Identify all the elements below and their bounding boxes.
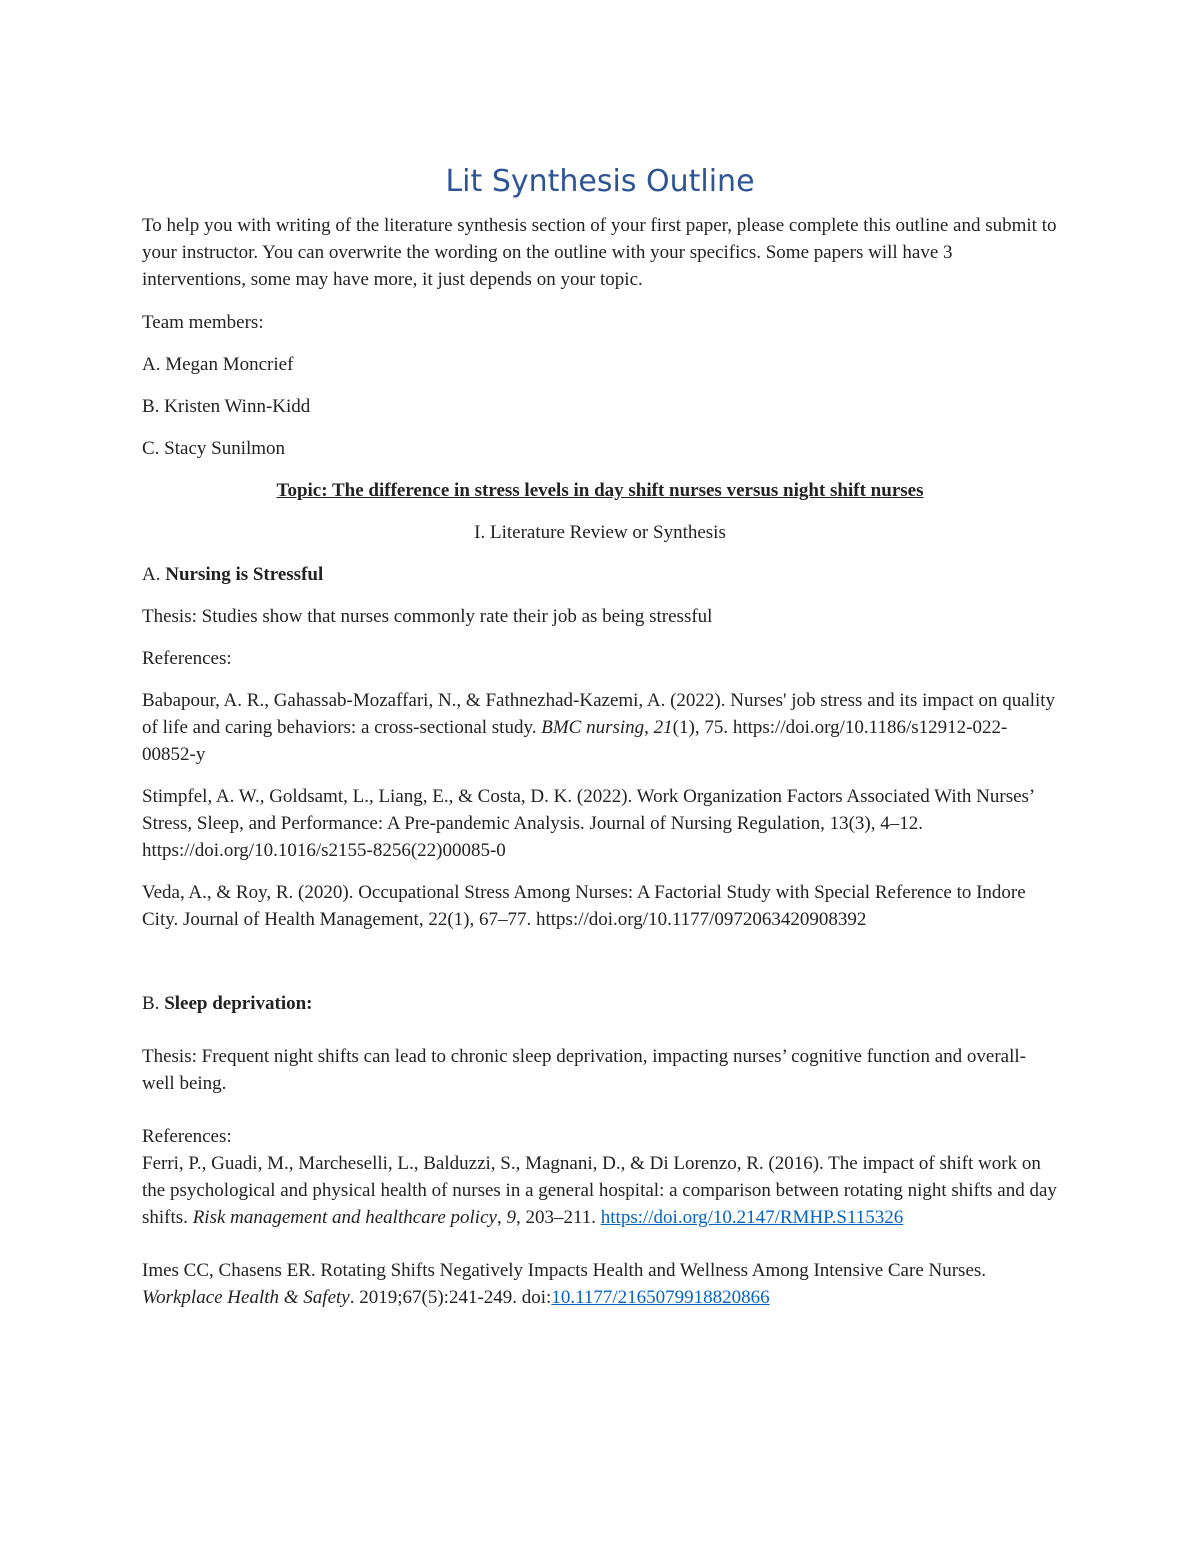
section-a-references-label: References: xyxy=(142,648,232,669)
section-heading: I. Literature Review or Synthesis xyxy=(474,522,726,543)
section-b-letter: B. xyxy=(142,993,160,1014)
reference-details: , 203–211. xyxy=(515,1207,601,1228)
section-b-references-label: References: xyxy=(142,1126,232,1147)
thesis-label: Thesis: xyxy=(142,606,197,627)
doi-link[interactable]: 10.1177/2165079918820866 xyxy=(551,1287,770,1308)
journal-name: BMC nursing xyxy=(541,717,645,738)
volume-number: 9 xyxy=(506,1207,516,1228)
document-page xyxy=(142,160,1058,1311)
team-member-a: A. Megan Moncrief xyxy=(142,354,294,375)
reference-text: Ferri, P., Guadi, M., Marcheselli, L., Balduzzi, S., Magnani, D., & Di Lorenzo, R. (2016). The impact of shift work on the psychological and physical health of nurses in a general hospital: a comparison between rotating night shifts and day shifts. xyxy=(142,1153,1057,1228)
section-b-heading xyxy=(142,990,1058,1017)
spacer xyxy=(142,948,1058,990)
doi-link[interactable]: https://doi.org/10.2147/RMHP.S115326 xyxy=(600,1207,904,1228)
reference-separator: , xyxy=(496,1207,507,1228)
spacer xyxy=(142,1231,1058,1257)
section-a-heading xyxy=(142,561,1058,588)
journal-name: Workplace Health & Safety xyxy=(142,1287,350,1308)
reference-stimpfel: Stimpfel, A. W., Goldsamt, L., Liang, E., & Costa, D. K. (2022). Work Organization Factors Associated With Nurses’ Stress, Sleep, and Performance: A Pre-pandemic Analysis. Journal of Nursing Regulation, 13(3), 4–12. https://doi.org/10.1016/s2155-8256(22)00085-0 xyxy=(142,786,1034,861)
thesis-text: Studies show that nurses commonly rate their job as being stressful xyxy=(201,606,713,627)
volume-number: 21 xyxy=(653,717,673,738)
reference-text: Babapour, A. R., Gahassab-Mozaffari, N., & Fathnezhad-Kazemi, A. (2022). Nurses' job stress and its impact on quality of life and caring behaviors: a cross-sectional study. xyxy=(142,690,1056,738)
reference-babapour xyxy=(142,687,1058,768)
document-title: Lit Synthesis Outline xyxy=(445,164,755,199)
reference-veda: Veda, A., & Roy, R. (2020). Occupational Stress Among Nurses: A Factorial Study with Special Reference to Indore City. Journal of Health Management, 22(1), 67–77. https://doi.org/10.1177/0972063420908392 xyxy=(142,882,1026,930)
section-b-title: Sleep deprivation: xyxy=(164,993,313,1014)
section-a-title: Nursing is Stressful xyxy=(165,564,324,585)
reference-ferri xyxy=(142,1150,1058,1231)
section-a-thesis xyxy=(142,603,1058,630)
reference-separator: , xyxy=(644,717,654,738)
team-members-label: Team members: xyxy=(142,312,264,333)
reference-imes xyxy=(142,1257,1058,1311)
section-a-letter: A. xyxy=(142,564,161,585)
topic-heading: Topic: The difference in stress levels in day shift nurses versus night shift nurses xyxy=(276,480,924,501)
reference-details: (1), 75. https://doi.org/10.1186/s12912-022-00852-y xyxy=(142,717,1008,765)
reference-details: . 2019;67(5):241-249. doi: xyxy=(349,1287,552,1308)
intro-paragraph: To help you with writing of the literature synthesis section of your first paper, please complete this outline and submit to your instructor. You can overwrite the wording on the outline with your specifics. Some papers will have 3 interventions, some may have more, it just depends on your topic. xyxy=(142,215,1057,290)
section-b-thesis: Thesis: Frequent night shifts can lead to chronic sleep deprivation, impacting nurses’ cognitive function and overall-well being. xyxy=(142,1046,1026,1094)
team-member-c: C. Stacy Sunilmon xyxy=(142,438,286,459)
journal-name: Risk management and healthcare policy xyxy=(192,1207,497,1228)
team-member-b: B. Kristen Winn-Kidd xyxy=(142,396,311,417)
reference-text: Imes CC, Chasens ER. Rotating Shifts Negatively Impacts Health and Wellness Among Intensive Care Nurses. xyxy=(142,1260,987,1281)
